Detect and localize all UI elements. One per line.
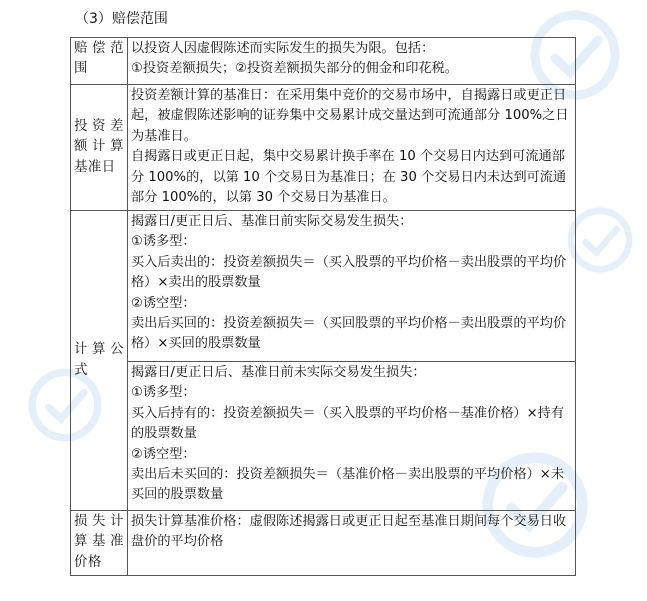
row-label-scope: 赔偿范围 <box>71 38 128 85</box>
formula-line: ②诱空型： <box>131 295 196 311</box>
row-content-base-price <box>128 511 576 576</box>
base-price-line: 损失计算基准价格：虚假陈述揭露日或更正日起至基准日期间每个交易日收盘价的平均价格 <box>131 514 567 550</box>
row-label-base-date: 投资差额计算基准日 <box>71 85 128 211</box>
base-date-line: 投资差额计算的基准日：在采用集中竞价的交易市场中，自揭露日或更正日起，被虚假陈述影响的证券集中交易累计成交量达到可流通部分 100%之日为基准日。 <box>131 88 569 144</box>
row-content-formula-after-base <box>128 362 576 511</box>
compensation-scope-table <box>70 37 576 576</box>
section-title: （3）赔偿范围 <box>75 11 168 27</box>
formula-line: ①诱多型： <box>131 385 196 401</box>
table-row-base-price <box>71 511 576 576</box>
row-content-formula-before-base <box>128 211 576 362</box>
formula-line: ①诱多型： <box>131 234 196 250</box>
scope-line: 以投资人因虚假陈述而实际发生的损失为限。包括： <box>131 41 435 56</box>
scope-line: ①投资差额损失；②投资差额损失部分的佣金和印花税。 <box>131 61 458 77</box>
formula-line: 卖出后买回的：投资差额损失＝（买回股票的平均价格－卖出股票的平均价格）×买回的股票数量 <box>131 316 567 352</box>
formula-line: 揭露日/更正日后、基准日前实际交易发生损失： <box>131 214 413 229</box>
formula-line: 买入后持有的：投资差额损失＝（买入股票的平均价格－基准价格）×持有的股票数量 <box>131 405 565 442</box>
table-row-scope <box>71 38 576 85</box>
row-label-base-price: 损失计算基准价格 <box>71 511 128 576</box>
table-row-base-date <box>71 85 576 211</box>
table-row-formula-after-base <box>71 362 576 511</box>
base-date-line: 自揭露日或更正日起，集中交易累计换手率在 10 个交易日内达到可流通部分 100%的，以第 10 个交易日为基准日；在 30 个交易日内未达到可流通部分 100%的，以第 30 个交易日为基准日。 <box>131 149 567 206</box>
formula-line: 卖出后未买回的：投资差额损失＝（基准价格－卖出股票的平均价格）×未买回的股票数量 <box>131 467 565 503</box>
table-row-formula-before-base <box>71 211 576 362</box>
row-label-formula: 计算公式 <box>71 211 128 511</box>
formula-line: 买入后卖出的：投资差额损失＝（买入股票的平均价格－卖出股票的平均价格）×卖出的股票数量 <box>131 254 567 291</box>
formula-line: ②诱空型： <box>131 446 196 462</box>
formula-line: 揭露日/更正日后、基准日前未实际交易发生损失： <box>131 365 426 380</box>
row-content-base-date <box>128 85 576 211</box>
row-content-scope <box>128 38 576 85</box>
